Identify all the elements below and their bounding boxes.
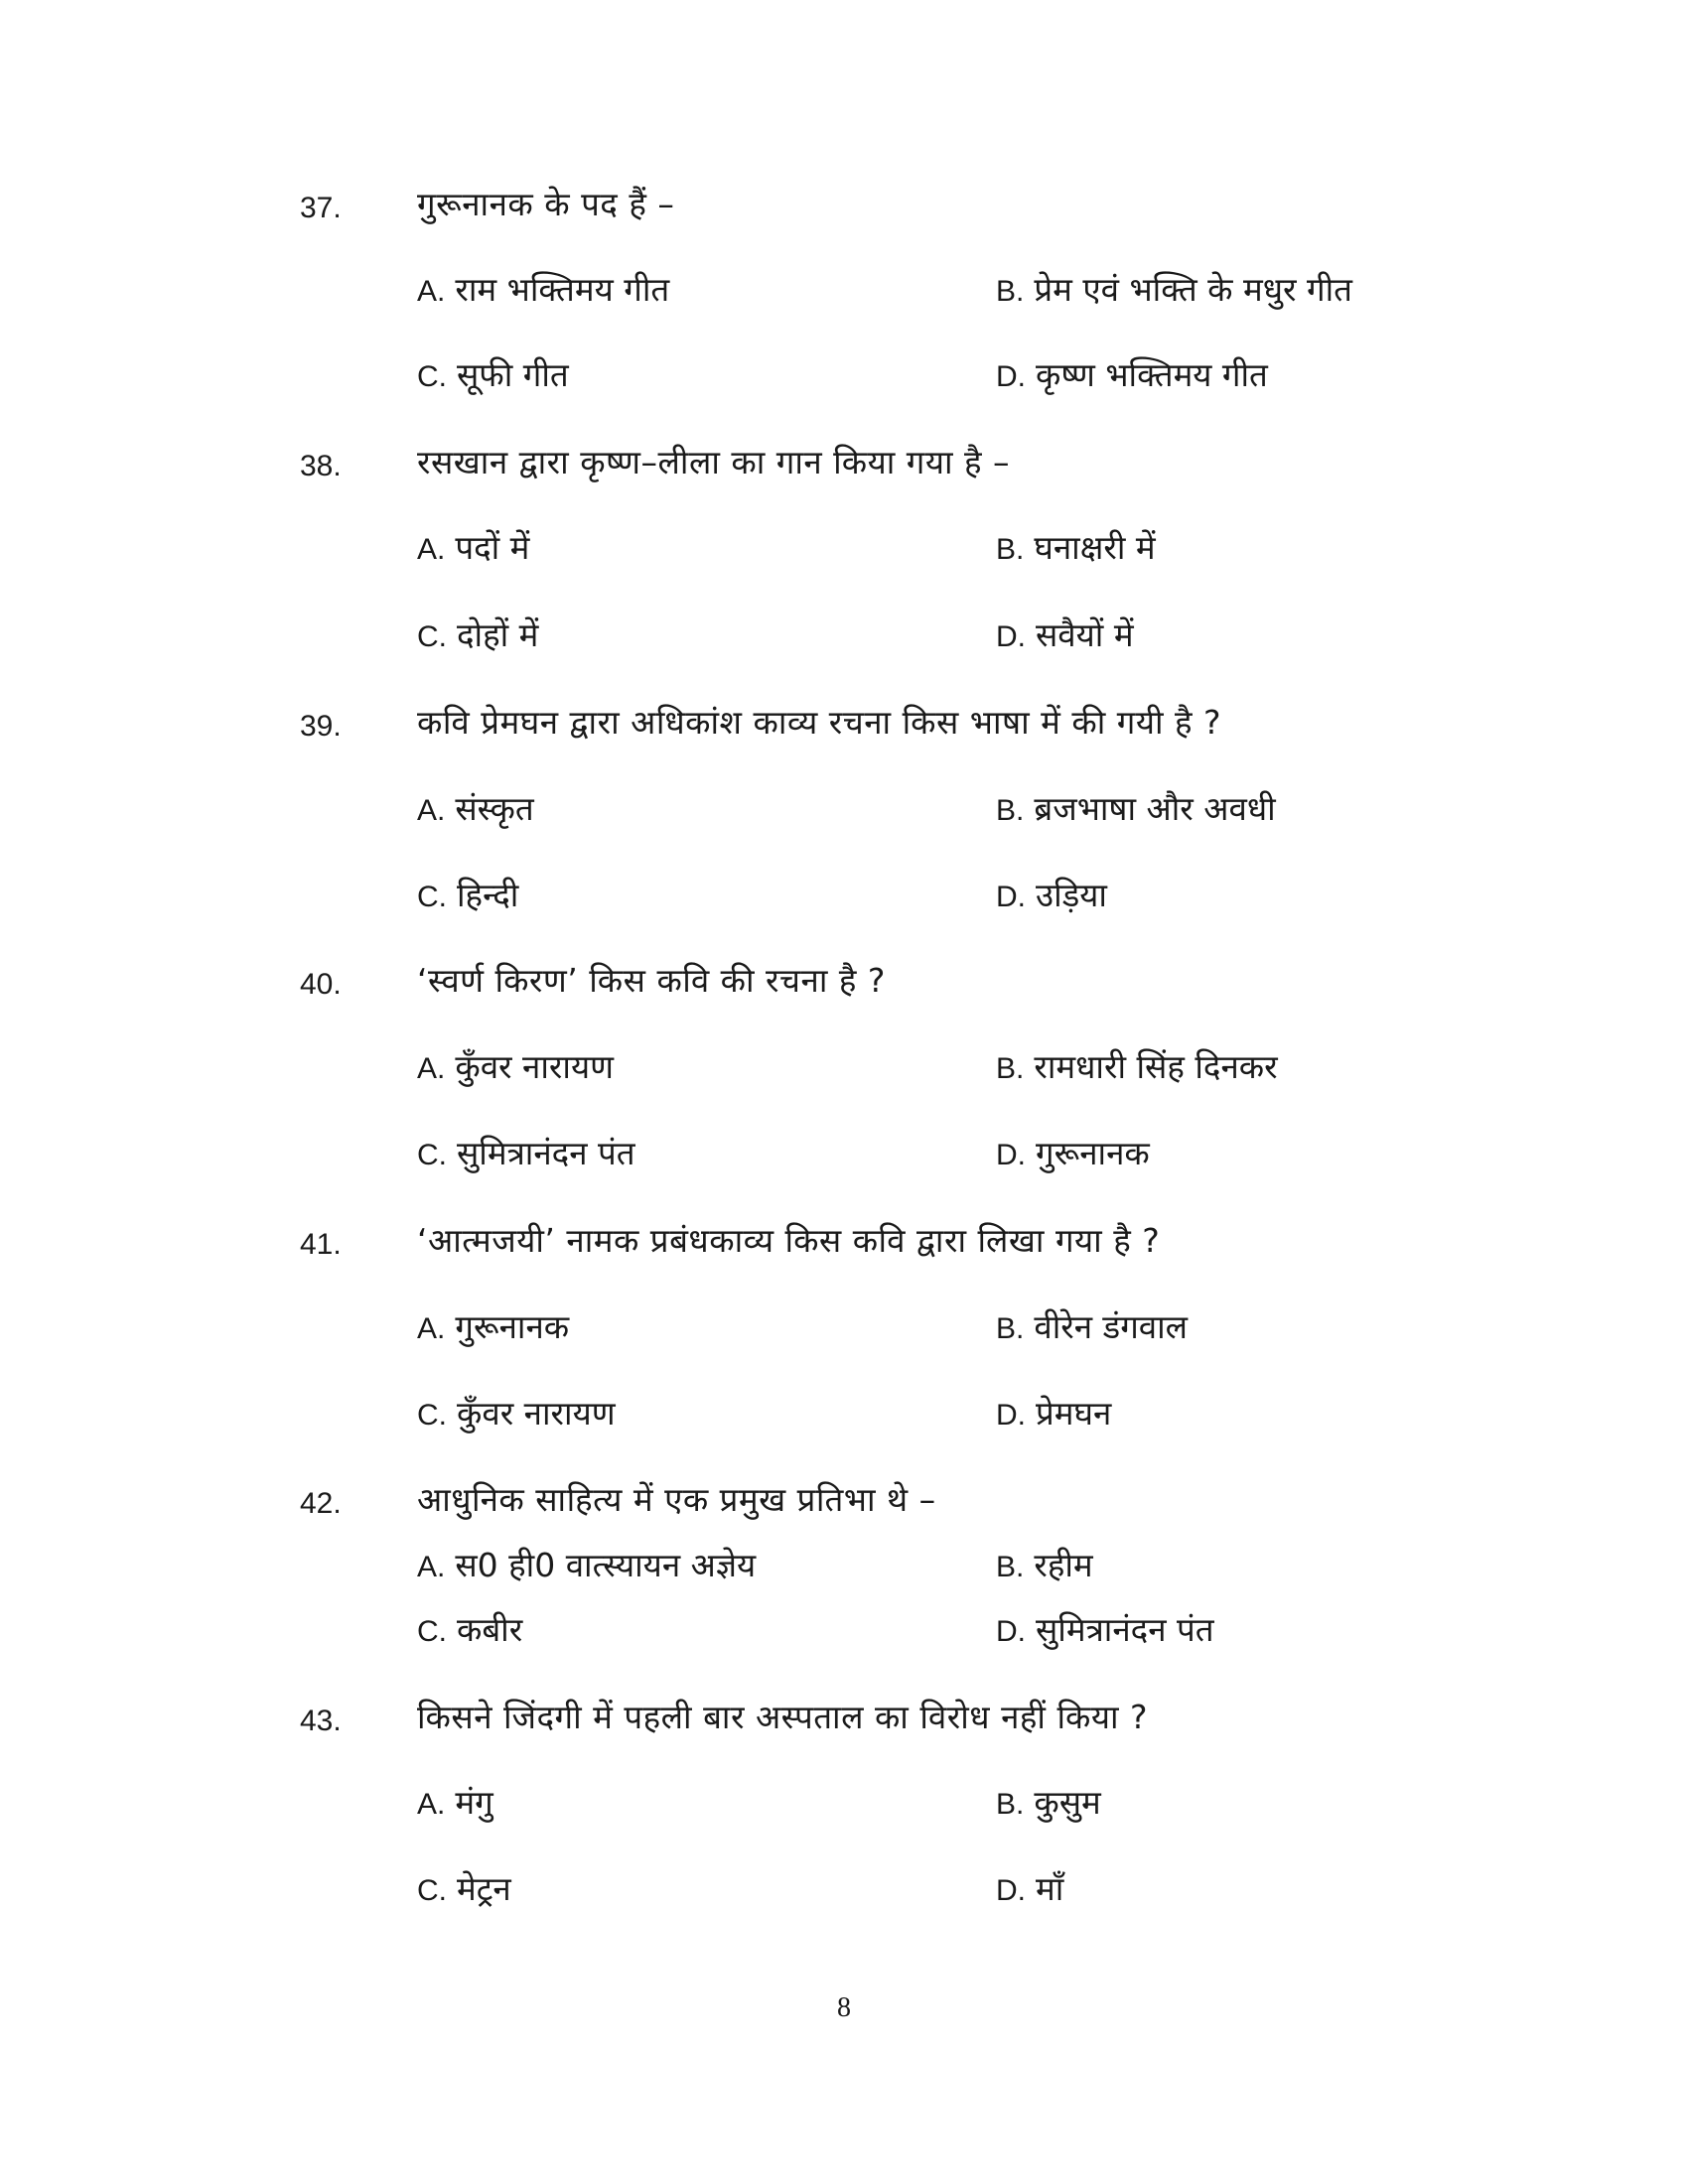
option-text: सुमित्रानंदन पंत (457, 1134, 635, 1172)
option-b (996, 270, 1352, 312)
option-label: B. (996, 1788, 1025, 1821)
option-label: C. (417, 1139, 447, 1171)
option-d (996, 1610, 1214, 1652)
option-label: C. (417, 360, 447, 393)
option-text: हिन्दी (457, 876, 519, 914)
option-label: D. (996, 1615, 1026, 1648)
option-label: A. (417, 1052, 446, 1085)
option-label: A. (417, 1551, 446, 1583)
option-text: कबीर (457, 1610, 523, 1649)
option-text: गुरूनानक (455, 1307, 570, 1346)
option-text: मेट्रन (457, 1869, 511, 1908)
question-number: 41. (300, 1228, 342, 1261)
question-number: 42. (300, 1487, 342, 1520)
option-text: स0 ही0 वात्स्यायन अज्ञेय (455, 1546, 757, 1584)
option-text: ब्रजभाषा और अवधी (1034, 789, 1276, 828)
option-label: D. (996, 881, 1026, 913)
option-label: D. (996, 360, 1026, 393)
question-number: 38. (300, 450, 342, 482)
question-number: 37. (300, 192, 342, 224)
option-text: पदों में (455, 528, 530, 567)
option-label: B. (996, 1312, 1025, 1345)
option-text: माँ (1036, 1869, 1064, 1908)
option-c (417, 1134, 635, 1175)
option-label: C. (417, 881, 447, 913)
option-text: कुँवर नारायण (457, 1394, 616, 1433)
option-d (996, 1134, 1150, 1175)
question-text: ‘स्वर्ण किरण’ किस कवि की रचना है ? (417, 961, 886, 1000)
option-label: C. (417, 620, 447, 653)
option-d (996, 1394, 1111, 1435)
option-a (417, 1783, 493, 1825)
option-text: संस्कृत (455, 789, 534, 828)
option-b (996, 1307, 1188, 1349)
option-text: राम भक्तिमय गीत (455, 270, 670, 309)
question-text: गुरूनानक के पद हैं – (417, 185, 675, 223)
option-d (996, 1869, 1063, 1911)
option-label: A. (417, 533, 446, 566)
option-b (996, 1047, 1278, 1089)
option-label: D. (996, 1139, 1026, 1171)
question-number: 40. (300, 968, 342, 1001)
option-text: सूफी गीत (457, 355, 569, 394)
option-label: A. (417, 1312, 446, 1345)
option-label: C. (417, 1399, 447, 1432)
option-c (417, 355, 569, 397)
option-label: C. (417, 1874, 447, 1907)
question-number: 39. (300, 710, 342, 743)
option-a (417, 528, 529, 570)
question-text: आधुनिक साहित्य में एक प्रमुख प्रतिभा थे – (417, 1480, 936, 1519)
question-text: ‘आत्मजयी’ नामक प्रबंधकाव्य किस कवि द्वारा लिखा गया है ? (417, 1221, 1161, 1260)
option-label: A. (417, 275, 446, 308)
question-number: 43. (300, 1705, 342, 1737)
page-number: 8 (837, 1992, 851, 2023)
option-b (996, 1783, 1101, 1825)
option-label: B. (996, 1052, 1025, 1085)
option-text: रामधारी सिंह दिनकर (1034, 1047, 1278, 1086)
option-text: वीरेन डंगवाल (1034, 1307, 1189, 1346)
option-a (417, 1307, 569, 1349)
option-text: सुमित्रानंदन पंत (1036, 1610, 1214, 1649)
option-c (417, 1869, 511, 1911)
option-text: गुरूनानक (1036, 1134, 1150, 1172)
option-c (417, 1610, 522, 1652)
option-text: मंगु (455, 1783, 493, 1822)
option-a (417, 270, 669, 312)
option-label: A. (417, 794, 446, 827)
option-label: D. (996, 1399, 1026, 1432)
option-text: प्रेमघन (1036, 1394, 1112, 1433)
option-label: B. (996, 533, 1025, 566)
option-a (417, 1546, 756, 1587)
question-text: रसखान द्वारा कृष्ण–लीला का गान किया गया है – (417, 443, 1011, 481)
option-text: दोहों में (457, 615, 539, 654)
option-label: B. (996, 794, 1025, 827)
option-b (996, 528, 1156, 570)
question-text: कवि प्रेमघन द्वारा अधिकांश काव्य रचना किस भाषा में की गयी है ? (417, 703, 1222, 742)
option-text: प्रेम एवं भक्ति के मधुर गीत (1034, 270, 1352, 309)
option-c (417, 876, 518, 917)
option-c (417, 615, 538, 657)
option-d (996, 355, 1268, 397)
option-b (996, 789, 1276, 831)
option-text: सवैयों में (1036, 615, 1134, 654)
option-c (417, 1394, 616, 1435)
option-text: घनाक्षरी में (1034, 528, 1156, 567)
option-a (417, 1047, 614, 1089)
option-a (417, 789, 534, 831)
option-label: B. (996, 1551, 1025, 1583)
option-label: B. (996, 275, 1025, 308)
option-text: उड़िया (1036, 876, 1107, 914)
option-d (996, 876, 1107, 917)
option-d (996, 615, 1134, 657)
option-label: D. (996, 620, 1026, 653)
option-text: रहीम (1034, 1546, 1093, 1584)
option-label: D. (996, 1874, 1026, 1907)
option-b (996, 1546, 1093, 1587)
option-text: कुँवर नारायण (455, 1047, 614, 1086)
option-text: कुसुम (1034, 1783, 1101, 1822)
question-text: किसने जिंदगी में पहली बार अस्पताल का विरोध नहीं किया ? (417, 1698, 1149, 1736)
option-label: C. (417, 1615, 447, 1648)
option-label: A. (417, 1788, 446, 1821)
option-text: कृष्ण भक्तिमय गीत (1036, 355, 1268, 394)
